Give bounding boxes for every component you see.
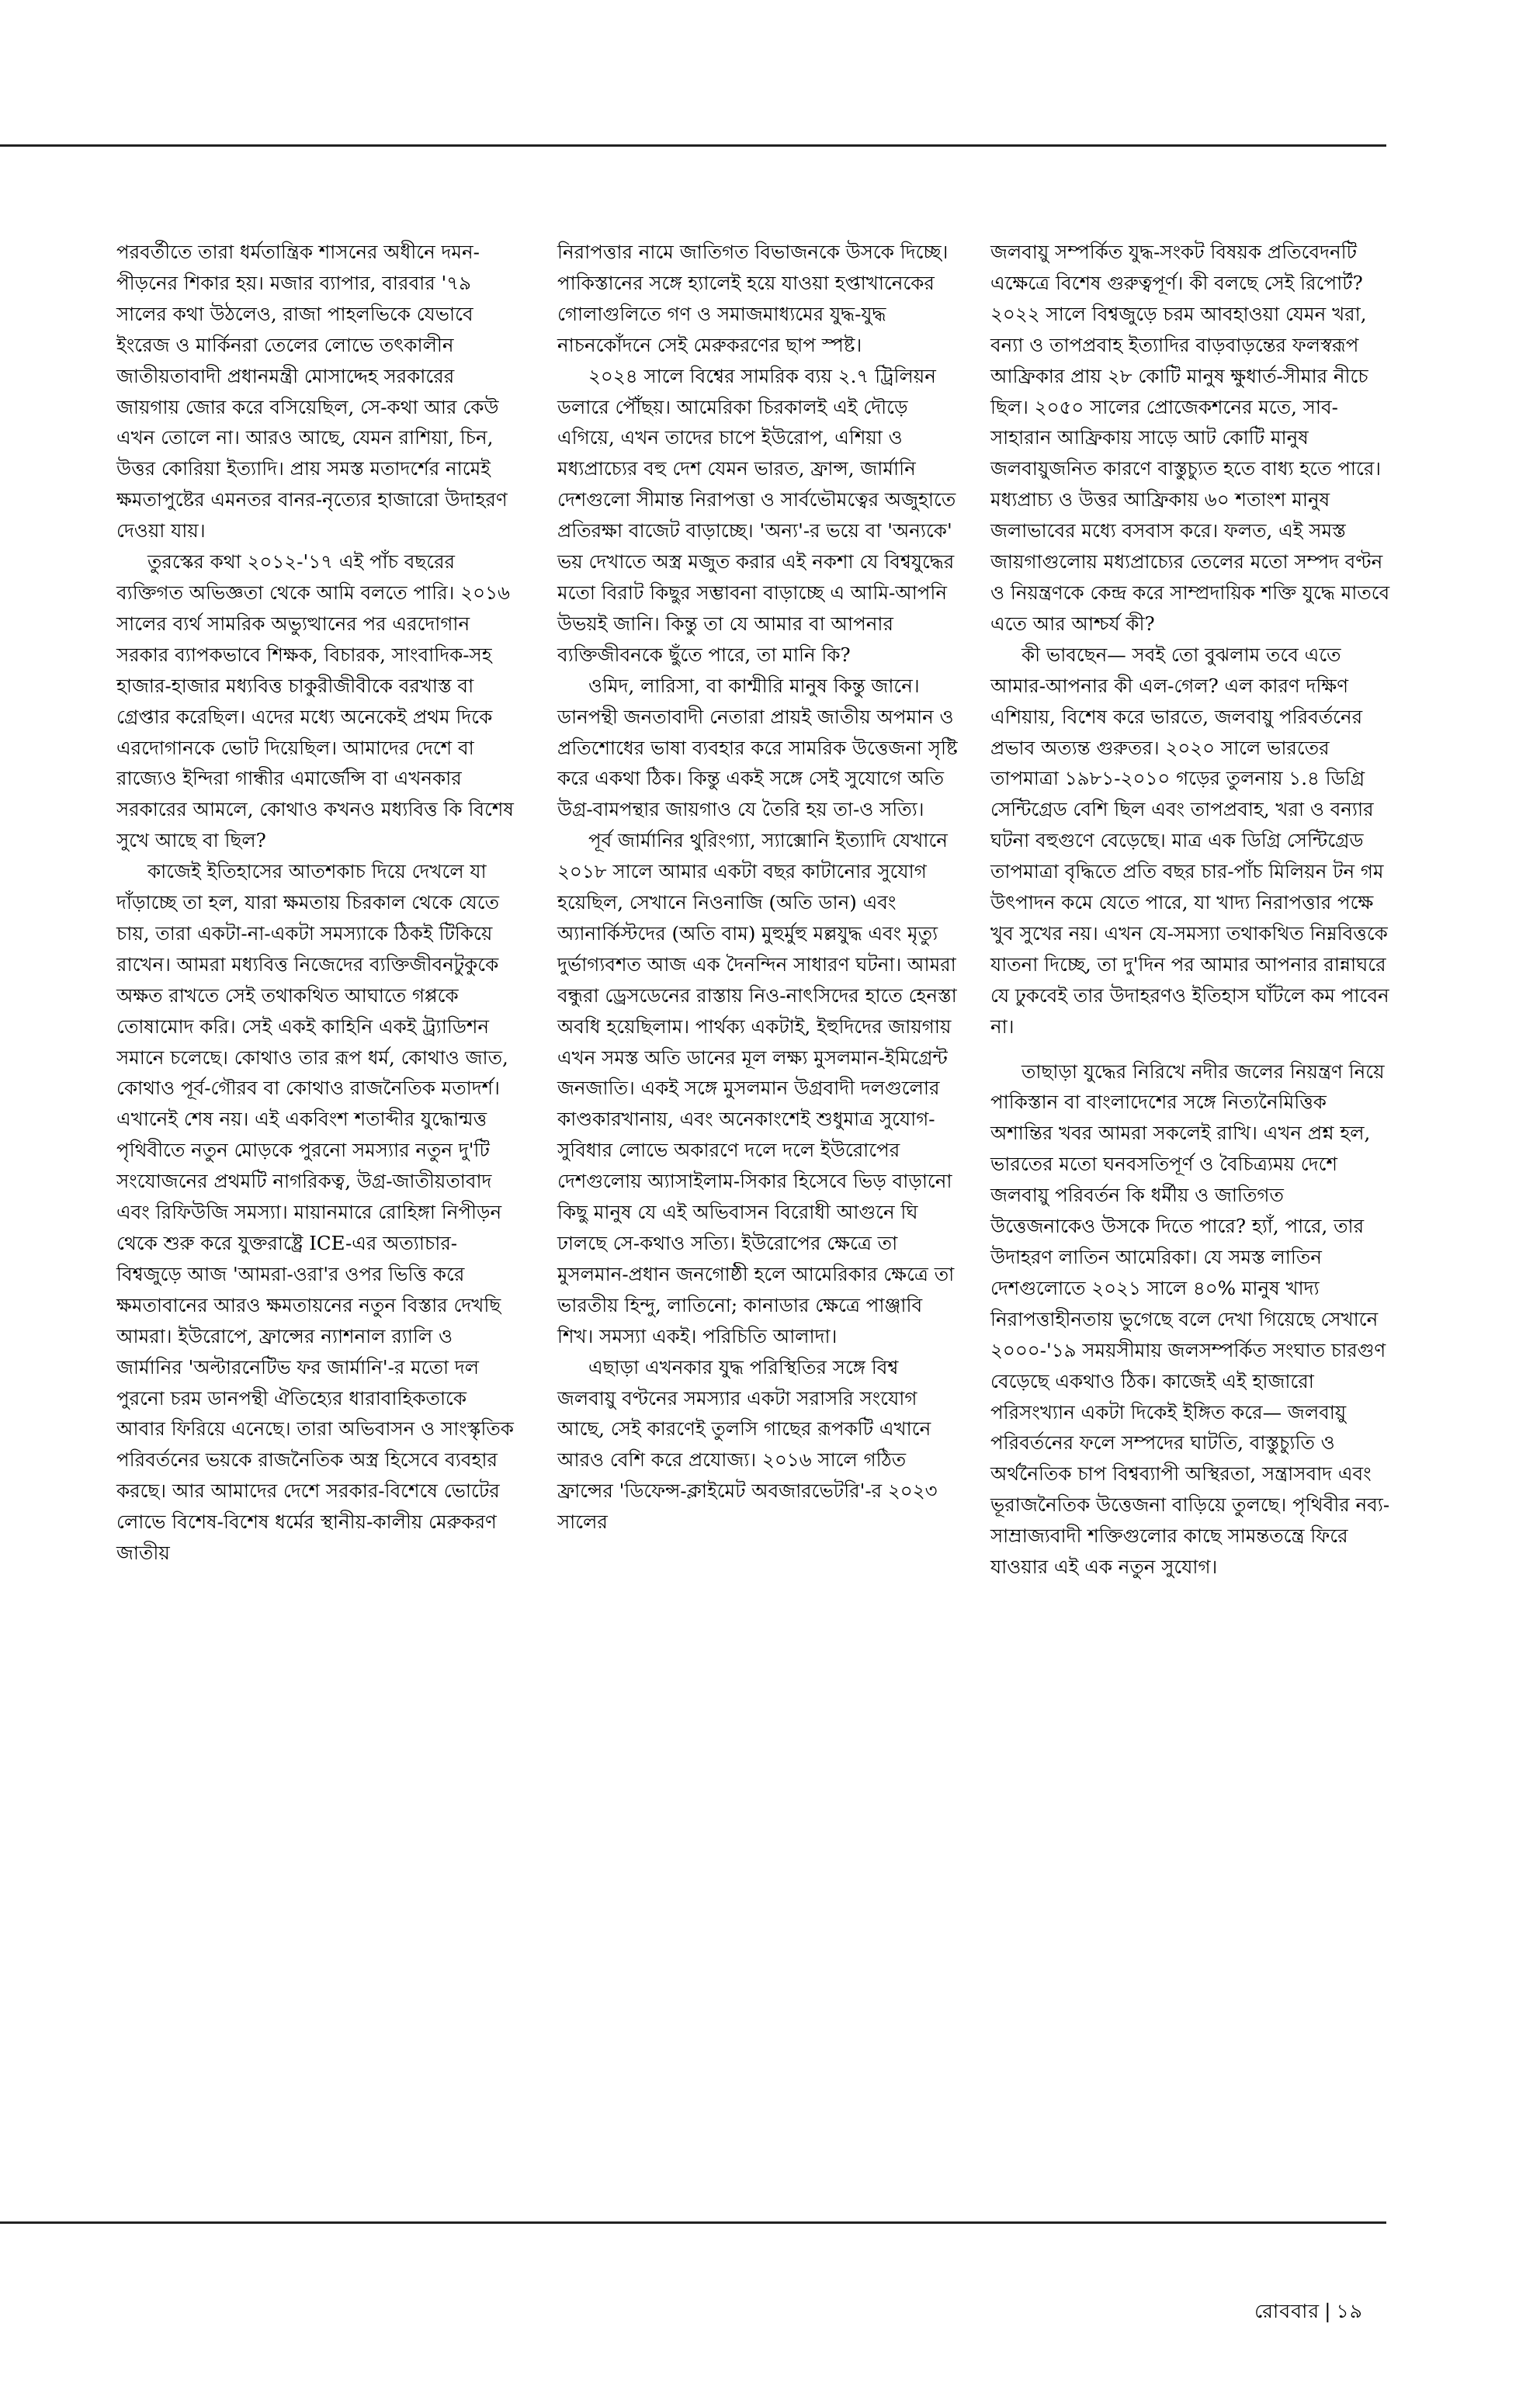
publication-name: রোববার bbox=[1254, 2300, 1320, 2322]
paragraph: জলবায়ু সম্পর্কিত যুদ্ধ-সংকট বিষয়ক প্রতিবেদনটি এক্ষেত্রে বিশেষ গুরুত্বপূর্ণ। কী বলছে সেই রিপোর্ট? ২০২২ সালে বিশ্বজুড়ে চরম আবহাওয়া যেমন খরা, বন্যা ও তাপপ্রবাহ ইত্যাদির বাড়বাড়ন্তের ফলস্বরূপ আফ্রিকার প্রায় ২৮ কোটি মানুষ ক্ষুধার্ত-সীমার নীচে ছিল। ২০৫০ সালের প্রোজেকশনের মতে, সাব-সাহারান আফ্রিকায় সাড়ে আট কোটি মানুষ জলবায়ুজনিত কারণে বাস্তুচ্যুত হতে বাধ্য হতে পারে। মধ্যপ্রাচ্য ও উত্তর আফ্রিকায় ৬০ শতাংশ মানুষ জলাভাবের মধ্যে বসবাস করে। ফলত, এই সমস্ত জায়গাগুলোয় মধ্যপ্রাচ্যের তেলের মতো সম্পদ বণ্টন ও নিয়ন্ত্রণকে কেন্দ্র করে সাম্প্রদায়িক শক্তি যুদ্ধে মাতবে এতে আর আশ্চর্য কী? bbox=[990, 241, 1390, 635]
paragraph: তাছাড়া যুদ্ধের নিরিখে নদীর জলের নিয়ন্ত্রণ নিয়ে পাকিস্তান বা বাংলাদেশের সঙ্গে নিত্যনৈমিত্তিক অশান্তির খবর আমরা সকলেই রাখি। এখন প্রশ্ন হল, ভারতের মতো ঘনবসতিপূর্ণ ও বৈচিত্র্যময় দেশে জলবায়ু পরিবর্তন কি ধর্মীয় ও জাতিগত উত্তেজনাকেও উসকে দিতে পারে? হ্যাঁ, পারে, তার উদাহরণ লাতিন আমেরিকা। যে সমস্ত লাতিন দেশগুলোতে ২০২১ সালে ৪০% মানুষ খাদ্য নিরাপত্তাহীনতায় ভুগেছে বলে দেখা গিয়েছে সেখানে ২০০০-'১৯ সময়সীমায় জলসম্পর্কিত সংঘাত চারগুণ বেড়েছে একথাও ঠিক। কাজেই এই হাজারো পরিসংখ্যান একটা দিকেই ইঙ্গিত করে— জলবায়ু পরিবর্তনের ফলে সম্পদের ঘাটতি, বাস্তুচ্যুতি ও অর্থনৈতিক চাপ বিশ্বব্যাপী অস্থিরতা, সন্ত্রাসবাদ এবং ভূরাজনৈতিক উত্তেজনা বাড়িয়ে তুলছে। পৃথিবীর নব্য-সাম্রাজ্যবাদী শক্তিগুলোর কাছে সামন্ততন্ত্রে ফিরে যাওয়ার এই এক নতুন সুযোগ। bbox=[990, 1060, 1390, 1579]
page-number: ১৯ bbox=[1336, 2300, 1363, 2322]
paragraph: ওমিদ, লারিসা, বা কাশ্মীরি মানুষ কিন্তু জানে। ডানপন্থী জনতাবাদী নেতারা প্রায়ই জাতীয় অপমান ও প্রতিশোধের ভাষা ব্যবহার করে সামরিক উত্তেজনা সৃষ্টি করে একথা ঠিক। কিন্তু একই সঙ্গে সেই সুযোগে অতি উগ্র-বামপন্থার জায়গাও যে তৈরি হয় তা-ও সত্যি। bbox=[557, 674, 958, 821]
paragraph: নিরাপত্তার নামে জাতিগত বিভাজনকে উসকে দিচ্ছে। পাকিস্তানের সঙ্গে হ্যালেই হয়ে যাওয়া হপ্তাখানেকের গোলাগুলিতে গণ ও সমাজমাধ্যমের যুদ্ধ-যুদ্ধ নাচনকোঁদনে সেই মেরুকরণের ছাপ স্পষ্ট। bbox=[557, 241, 949, 356]
paragraph: এখানেই শেষ নয়। এই একবিংশ শতাব্দীর যুদ্ধোন্মত্ত পৃথিবীতে নতুন মোড়কে পুরনো সমস্যার নতুন দু'টি সংযোজনের প্রথমটি নাগরিকত্ব, উগ্র-জাতীয়তাবাদ এবং রিফিউজি সমস্যা। মায়ানমারে রোহিঙ্গা নিপীড়ন থেকে শুরু করে যুক্তরাষ্ট্রে ICE-এর অত্যাচার-বিশ্বজুড়ে আজ 'আমরা-ওরা'র ওপর ভিত্তি করে ক্ষমতাবানের আরও ক্ষমতায়নের নতুন বিস্তার দেখছি আমরা। ইউরোপে, ফ্রান্সের ন্যাশনাল র‍্যালি ও জার্মানির 'অল্টারনেটিভ ফর জার্মানি'-র মতো দল পুরনো চরম ডানপন্থী ঐতিহ্যের ধারাবাহিকতাকে আবার ফিরিয়ে এনেছে। তারা অভিবাসন ও সাংস্কৃতিক পরিবর্তনের ভয়কে রাজনৈতিক অস্ত্র হিসেবে ব্যবহার করছে। আর আমাদের দেশে সরকার-বিশেষে ভোটের লোভে বিশেষ-বিশেষ ধর্মের স্থানীয়-কালীয় মেরুকরণ জাতীয় bbox=[116, 1108, 514, 1565]
paragraph: কী ভাবছেন— সবই তো বুঝলাম তবে এতে আমার-আপনার কী এল-গেল? এল কারণ দক্ষিণ এশিয়ায়, বিশেষ করে ভারতে, জলবায়ু পরিবর্তনের প্রভাব অত্যন্ত গুরুতর। ২০২০ সালে ভারতের তাপমাত্রা ১৯৮১-২০১০ গড়ের তুলনায় ১.৪ ডিগ্রি সেন্টিগ্রেড বেশি ছিল এবং তাপপ্রবাহ, খরা ও বন্যার ঘটনা বহুগুণে বেড়েছে। মাত্র এক ডিগ্রি সেন্টিগ্রেড তাপমাত্রা বৃদ্ধিতে প্রতি বছর চার-পাঁচ মিলিয়ন টন গম উৎপাদন কমে যেতে পারে, যা খাদ্য নিরাপত্তার পক্ষে খুব সুখের নয়। এখন যে-সমস্যা তথাকথিত নিম্নবিত্তকে যাতনা দিচ্ছে, তা দু'দিন পর আমার আপনার রান্নাঘরে যে ঢুকবেই তার উদাহরণও ইতিহাস ঘাঁটলে কম পাবেন না। bbox=[990, 643, 1389, 1038]
top-rule bbox=[0, 144, 1386, 147]
paragraph: ২০২৪ সালে বিশ্বের সামরিক ব্যয় ২.৭ ট্রিলিয়ন ডলারে পৌঁছয়। আমেরিকা চিরকালই এই দৌড়ে এগিয়ে, এখন তাদের চাপে ইউরোপ, এশিয়া ও মধ্যপ্রাচ্যের বহু দেশ যেমন ভারত, ফ্রান্স, জার্মানি দেশগুলো সীমান্ত নিরাপত্তা ও সার্বভৌমত্বের অজুহাতে প্রতিরক্ষা বাজেট বাড়াচ্ছে। 'অন্য'-র ভয়ে বা 'অন্যকে' ভয় দেখাতে অস্ত্র মজুত করার এই নকশা যে বিশ্বযুদ্ধের মতো বিরাট কিছুর সম্ভাবনা বাড়াচ্ছে এ আমি-আপনি উভয়ই জানি। কিন্তু তা যে আমার বা আপনার ব্যক্তিজীবনকে ছুঁতে পারে, তা মানি কি? bbox=[557, 364, 956, 666]
article-column-1 bbox=[116, 237, 520, 1569]
page-footer bbox=[1254, 2296, 1363, 2329]
paragraph: পূর্ব জার্মানির থুরিংগ্যা, স্যাক্সোনি ইত্যাদি যেখানে ২০১৮ সালে আমার একটা বছর কাটানোর সুযোগ হয়েছিল, সেখানে নিওনাজি (অতি ডান) এবং অ্যানার্কিস্টদের (অতি বাম) মুহুর্মুহু মল্লযুদ্ধ এবং মৃত্যু দুর্ভাগ্যবশত আজ এক দৈনন্দিন সাধারণ ঘটনা। আমরা বন্ধুরা ড্রেসডেনের রাস্তায় নিও-নাৎসিদের হাতে হেনস্তা অবধি হয়েছিলাম। পার্থক্য একটাই, ইহুদিদের জায়গায় এখন সমস্ত অতি ডানের মূল লক্ষ্য মুসলমান-ইমিগ্রেন্ট জনজাতি। একই সঙ্গে মুসলমান উগ্রবাদী দলগুলোর কাণ্ডকারখানায়, এবং অনেকাংশেই শুধুমাত্র সুযোগ-সুবিধার লোভে অকারণে দলে দলে ইউরোপের দেশগুলোয় অ্যাসাইলাম-সিকার হিসেবে ভিড় বাড়ানো কিছু মানুষ যে এই অভিবাসন বিরোধী আগুনে ঘি ঢালছে সে-কথাও সত্যি। ইউরোপের ক্ষেত্রে তা মুসলমান-প্রধান জনগোষ্ঠী হলে আমেরিকার ক্ষেত্রে তা ভারতীয় হিন্দু, লাতিনো; কানাডার ক্ষেত্রে পাঞ্জাবি শিখ। সমস্যা একই। পরিচিতি আলাদা। bbox=[557, 829, 957, 1347]
paragraph: পরবর্তীতে তারা ধর্মতান্ত্রিক শাসনের অধীনে দমন-পীড়নের শিকার হয়। মজার ব্যাপার, বারবার '৭৯ সালের কথা উঠলেও, রাজা পাহলভিকে যেভাবে ইংরেজ ও মার্কিনরা তেলের লোভে তৎকালীন জাতীয়তাবাদী প্রধানমন্ত্রী মোসাদ্দেহ সরকারের জায়গায় জোর করে বসিয়েছিল, সে-কথা আর কেউ এখন তোলে না। আরও আছে, যেমন রাশিয়া, চিন, উত্তর কোরিয়া ইত্যাদি। প্রায় সমস্ত মতাদর্শের নামেই ক্ষমতাপুষ্টের এমনতর বানর-নৃত্যের হাজারো উদাহরণ দেওয়া যায়। bbox=[116, 241, 508, 543]
article-column-3 bbox=[990, 237, 1394, 1583]
paragraph: তুরস্কের কথা ২০১২-'১৭ এই পাঁচ বছরের ব্যক্তিগত অভিজ্ঞতা থেকে আমি বলতে পারি। ২০১৬ সালের ব্যর্থ সামরিক অভ্যুত্থানের পর এরদোগান সরকার ব্যাপকভাবে শিক্ষক, বিচারক, সাংবাদিক-সহ হাজার-হাজার মধ্যবিত্ত চাকুরীজীবীকে বরখাস্ত বা গ্রেপ্তার করেছিল। এদের মধ্যে অনেকেই প্রথম দিকে এরদোগানকে ভোট দিয়েছিল। আমাদের দেশে বা রাজ্যেও ইন্দিরা গান্ধীর এমার্জেন্সি বা এখনকার সরকারের আমলে, কোথাও কখনও মধ্যবিত্ত কি বিশেষ সুখে আছে বা ছিল? bbox=[116, 550, 514, 852]
bottom-rule bbox=[0, 2221, 1386, 2224]
footer-separator: | bbox=[1324, 2300, 1332, 2322]
paragraph: কাজেই ইতিহাসের আতশকাচ দিয়ে দেখলে যা দাঁড়াচ্ছে তা হল, যারা ক্ষমতায় চিরকাল থেকে যেতে চায়, তারা একটা-না-একটা সমস্যাকে ঠিকই টিকিয়ে রাখেন। আমরা মধ্যবিত্ত নিজেদের ব্যক্তিজীবনটুকুকে অক্ষত রাখতে সেই তথাকথিত আঘাতে গপ্পকে তোষামোদ করি। সেই একই কাহিনি একই ট্র্যাডিশন সমানে চলেছে। কোথাও তার রূপ ধর্ম, কোথাও জাত, কোথাও পূর্ব-গৌরব বা কোথাও রাজনৈতিক মতাদর্শ। bbox=[116, 860, 508, 1100]
article-column-2 bbox=[557, 237, 961, 1538]
paragraph: এছাড়া এখনকার যুদ্ধ পরিস্থিতির সঙ্গে বিশ্ব জলবায়ু বণ্টনের সমস্যার একটা সরাসরি সংযোগ আছে, সেই কারণেই তুলসি গাছের রূপকটি এখানে আরও বেশি করে প্রযোজ্য। ২০১৬ সালে গঠিত ফ্রান্সের 'ডিফেন্স-ক্লাইমেট অবজারভেটরি'-র ২০২৩ সালের bbox=[557, 1355, 938, 1534]
